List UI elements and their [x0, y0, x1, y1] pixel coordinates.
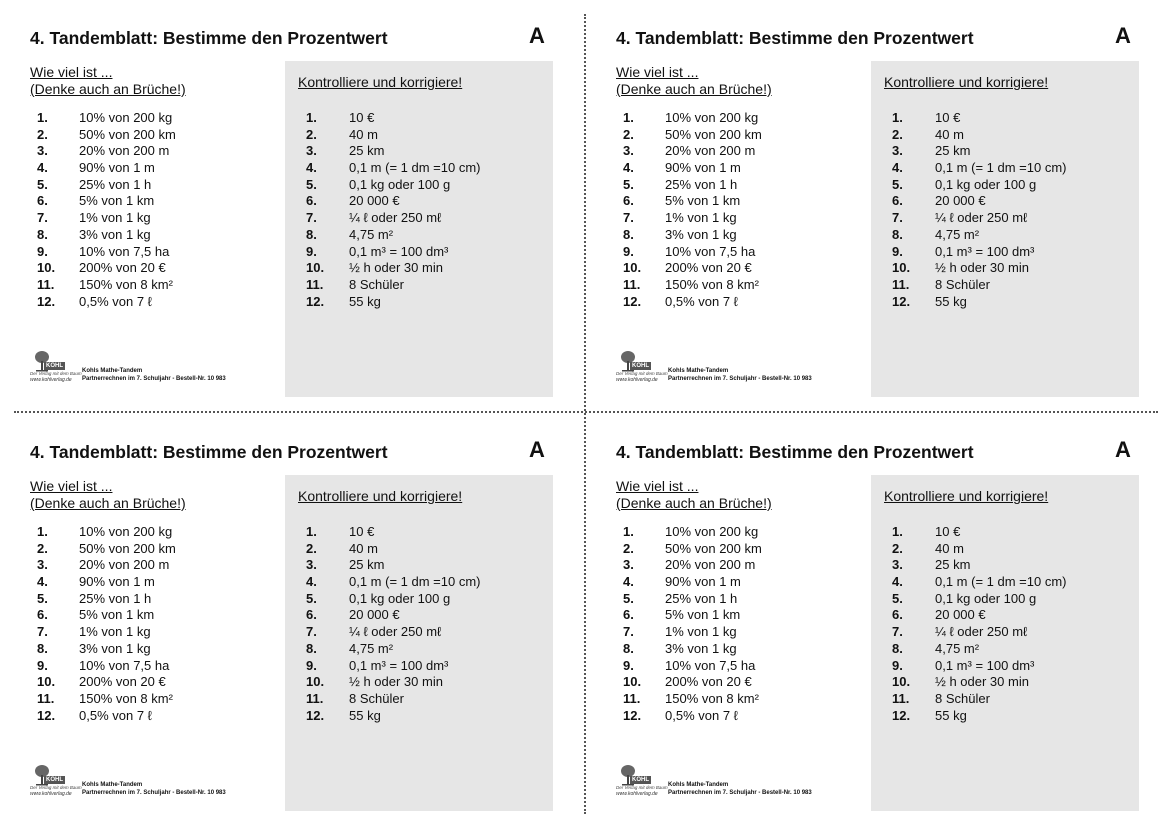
- answer-text: 0,1 m³ = 100 dm³: [935, 243, 1035, 259]
- question-text: 3% von 1 kg: [79, 226, 151, 242]
- check-heading: Kontrolliere und korrigiere!: [298, 488, 463, 504]
- answer-number: 2.: [892, 126, 903, 142]
- card-title: 4. Tandemblatt: Bestimme den Prozentwert: [30, 442, 388, 462]
- question-text: 200% von 20 €: [665, 260, 752, 276]
- answer-text: 0,1 m³ = 100 dm³: [935, 657, 1035, 673]
- answer-text: 25 km: [935, 557, 971, 573]
- answer-text: 55 kg: [349, 293, 381, 309]
- version-letter: A: [529, 23, 545, 48]
- question-number: 7.: [623, 624, 634, 640]
- question-number: 4.: [623, 160, 634, 176]
- answer-number: 1.: [306, 524, 317, 539]
- version-letter: A: [1115, 437, 1131, 462]
- answer-number: 7.: [892, 210, 903, 226]
- question-number: 6.: [623, 193, 634, 209]
- question-heading: [616, 64, 772, 98]
- question-number: 6.: [37, 193, 48, 209]
- card-title: 4. Tandemblatt: Bestimme den Prozentwert: [30, 28, 388, 48]
- answer-number: 11.: [892, 276, 910, 292]
- answer-number: 6.: [892, 193, 903, 209]
- question-text: 150% von 8 km²: [79, 690, 173, 706]
- answer-number: 5.: [306, 176, 317, 192]
- answer-text: ¼ ℓ oder 250 mℓ: [935, 624, 1028, 640]
- question-number: 7.: [37, 210, 48, 226]
- answer-text: 10 €: [935, 524, 961, 539]
- answer-text: 40 m: [349, 540, 378, 556]
- question-text: 25% von 1 h: [665, 176, 738, 192]
- question-number: 1.: [623, 110, 634, 125]
- question-text: 200% von 20 €: [79, 674, 166, 690]
- question-text: 25% von 1 h: [79, 176, 152, 192]
- question-text: 0,5% von 7 ℓ: [665, 707, 738, 723]
- publisher-tagline: Der Verlag mit dem Baum: [616, 785, 668, 790]
- question-number: 4.: [623, 574, 634, 590]
- check-heading: Kontrolliere und korrigiere!: [884, 74, 1049, 90]
- question-number: 8.: [37, 226, 48, 242]
- question-number: 2.: [623, 126, 634, 142]
- answer-text: 4,75 m²: [349, 226, 394, 242]
- answer-number: 9.: [892, 243, 903, 259]
- question-text: 150% von 8 km²: [665, 276, 759, 292]
- answer-text: 25 km: [349, 143, 385, 159]
- answer-text: 10 €: [349, 524, 375, 539]
- question-heading-line-2: (Denke auch an Brüche!): [616, 495, 772, 511]
- question-text: 5% von 1 km: [79, 607, 155, 623]
- answer-text: 55 kg: [935, 293, 967, 309]
- answer-number: 11.: [892, 690, 910, 706]
- answer-number: 3.: [892, 143, 903, 159]
- answer-text: 20 000 €: [349, 193, 400, 209]
- question-text: 10% von 200 kg: [665, 110, 759, 125]
- question-text: 10% von 200 kg: [665, 524, 759, 539]
- question-number: 10.: [623, 674, 642, 690]
- answer-number: 6.: [306, 193, 317, 209]
- question-text: 0,5% von 7 ℓ: [79, 293, 152, 309]
- answer-text: 8 Schüler: [935, 690, 990, 706]
- answer-text: 25 km: [349, 557, 385, 573]
- answer-number: 12.: [306, 707, 325, 723]
- answer-text: 10 €: [935, 110, 961, 125]
- question-number: 5.: [623, 176, 634, 192]
- question-number: 2.: [37, 126, 48, 142]
- question-number: 1.: [37, 110, 48, 125]
- answer-number: 6.: [306, 607, 317, 623]
- answer-text: 0,1 m³ = 100 dm³: [349, 243, 449, 259]
- answer-text: 20 000 €: [349, 607, 400, 623]
- question-heading: [30, 478, 186, 512]
- answer-number: 1.: [306, 110, 317, 125]
- answer-panel: [285, 475, 553, 811]
- answer-number: 7.: [306, 624, 317, 640]
- check-heading: Kontrolliere und korrigiere!: [884, 488, 1049, 504]
- answer-number: 8.: [306, 640, 317, 656]
- question-text: 10% von 7,5 ha: [79, 657, 170, 673]
- question-number: 12.: [37, 707, 56, 723]
- answer-text: 0,1 m (= 1 dm =10 cm): [349, 574, 481, 590]
- question-text: 50% von 200 km: [665, 540, 762, 556]
- question-text: 90% von 1 m: [79, 574, 155, 590]
- question-text: 20% von 200 m: [665, 557, 756, 573]
- answer-number: 8.: [892, 226, 903, 242]
- publisher-tagline: Der Verlag mit dem Baum: [616, 371, 668, 376]
- question-text: 150% von 8 km²: [665, 690, 759, 706]
- question-number: 12.: [37, 293, 56, 309]
- answer-number: 3.: [306, 557, 317, 573]
- answer-panel: [871, 475, 1139, 811]
- question-heading-line-1: Wie viel ist ...: [616, 478, 699, 494]
- tandem-card-2: [616, 12, 1146, 397]
- question-number: 2.: [623, 540, 634, 556]
- answer-number: 10.: [892, 260, 911, 276]
- question-text: 50% von 200 km: [79, 126, 176, 142]
- check-heading: Kontrolliere und korrigiere!: [298, 74, 463, 90]
- series-subtitle: Partnerrechnen im 7. Schuljahr - Bestell-Nr. 10 983: [668, 790, 812, 796]
- publisher-website: www.kohlverlag.de: [30, 377, 72, 383]
- question-number: 3.: [623, 143, 634, 159]
- question-heading-line-2: (Denke auch an Brüche!): [30, 495, 186, 511]
- publisher-logo: KOHL: [632, 777, 649, 783]
- answer-text: 4,75 m²: [935, 640, 980, 656]
- answer-number: 1.: [892, 524, 903, 539]
- answer-number: 8.: [892, 640, 903, 656]
- question-number: 12.: [623, 707, 642, 723]
- question-number: 6.: [623, 607, 634, 623]
- question-text: 200% von 20 €: [665, 674, 752, 690]
- answer-number: 9.: [306, 657, 317, 673]
- answer-text: ½ h oder 30 min: [935, 260, 1029, 276]
- question-number: 4.: [37, 160, 48, 176]
- question-text: 5% von 1 km: [665, 607, 741, 623]
- question-text: 25% von 1 h: [79, 590, 152, 606]
- question-number: 5.: [37, 590, 48, 606]
- question-text: 50% von 200 km: [79, 540, 176, 556]
- answer-number: 5.: [306, 590, 317, 606]
- answer-number: 12.: [892, 707, 911, 723]
- question-number: 9.: [37, 657, 48, 673]
- publisher-tagline: Der Verlag mit dem Baum: [30, 371, 82, 376]
- question-number: 8.: [623, 640, 634, 656]
- question-number: 11.: [37, 690, 55, 706]
- answer-number: 3.: [306, 143, 317, 159]
- answer-text: 0,1 m (= 1 dm =10 cm): [935, 574, 1067, 590]
- question-number: 10.: [37, 674, 56, 690]
- question-text: 25% von 1 h: [665, 590, 738, 606]
- answer-number: 10.: [892, 674, 911, 690]
- answer-text: 0,1 m³ = 100 dm³: [349, 657, 449, 673]
- series-name: Kohls Mathe-Tandem: [668, 782, 729, 788]
- answer-number: 6.: [892, 607, 903, 623]
- question-text: 20% von 200 m: [79, 143, 170, 159]
- answer-text: 0,1 kg oder 100 g: [349, 176, 451, 192]
- question-number: 5.: [623, 590, 634, 606]
- question-number: 4.: [37, 574, 48, 590]
- publisher-logo: KOHL: [632, 363, 649, 369]
- answer-number: 11.: [306, 276, 324, 292]
- answer-text: ½ h oder 30 min: [349, 260, 443, 276]
- question-text: 10% von 200 kg: [79, 524, 173, 539]
- answer-number: 1.: [892, 110, 903, 125]
- question-text: 0,5% von 7 ℓ: [665, 293, 738, 309]
- question-number: 1.: [623, 524, 634, 539]
- answer-panel: [871, 61, 1139, 397]
- question-text: 90% von 1 m: [665, 160, 741, 176]
- answer-text: 40 m: [935, 126, 964, 142]
- answer-text: 4,75 m²: [935, 226, 980, 242]
- card-title: 4. Tandemblatt: Bestimme den Prozentwert: [616, 28, 974, 48]
- answer-text: 8 Schüler: [349, 690, 404, 706]
- question-number: 8.: [623, 226, 634, 242]
- answer-text: 4,75 m²: [349, 640, 394, 656]
- question-text: 90% von 1 m: [79, 160, 155, 176]
- question-number: 3.: [37, 143, 48, 159]
- tandem-card-3: [30, 426, 560, 811]
- question-number: 10.: [37, 260, 56, 276]
- answer-text: 0,1 kg oder 100 g: [935, 590, 1037, 606]
- question-number: 2.: [37, 540, 48, 556]
- answer-text: 10 €: [349, 110, 375, 125]
- question-number: 9.: [623, 657, 634, 673]
- question-text: 1% von 1 kg: [79, 210, 151, 226]
- question-text: 1% von 1 kg: [665, 210, 737, 226]
- answer-number: 9.: [892, 657, 903, 673]
- card-title: 4. Tandemblatt: Bestimme den Prozentwert: [616, 442, 974, 462]
- publisher-website: www.kohlverlag.de: [616, 791, 658, 797]
- tandem-card-1: [30, 12, 560, 397]
- question-text: 1% von 1 kg: [665, 624, 737, 640]
- answer-text: 0,1 kg oder 100 g: [349, 590, 451, 606]
- publisher-website: www.kohlverlag.de: [30, 791, 72, 797]
- question-text: 20% von 200 m: [665, 143, 756, 159]
- question-text: 10% von 200 kg: [79, 110, 173, 125]
- answer-text: ½ h oder 30 min: [935, 674, 1029, 690]
- answer-number: 7.: [892, 624, 903, 640]
- horizontal-cut-line: [14, 411, 1158, 413]
- question-heading-line-2: (Denke auch an Brüche!): [30, 81, 186, 97]
- answer-number: 9.: [306, 243, 317, 259]
- question-text: 10% von 7,5 ha: [665, 657, 756, 673]
- series-subtitle: Partnerrechnen im 7. Schuljahr - Bestell-Nr. 10 983: [668, 376, 812, 382]
- question-number: 12.: [623, 293, 642, 309]
- answer-text: 0,1 kg oder 100 g: [935, 176, 1037, 192]
- question-number: 11.: [623, 276, 641, 292]
- answer-number: 2.: [306, 126, 317, 142]
- answer-text: 55 kg: [935, 707, 967, 723]
- question-number: 9.: [623, 243, 634, 259]
- question-number: 7.: [623, 210, 634, 226]
- answer-number: 4.: [892, 160, 903, 176]
- question-number: 9.: [37, 243, 48, 259]
- version-letter: A: [529, 437, 545, 462]
- question-text: 50% von 200 km: [665, 126, 762, 142]
- answer-text: 0,1 m (= 1 dm =10 cm): [935, 160, 1067, 176]
- answer-number: 5.: [892, 590, 903, 606]
- answer-number: 3.: [892, 557, 903, 573]
- question-heading: [616, 478, 772, 512]
- version-letter: A: [1115, 23, 1131, 48]
- answer-number: 2.: [306, 540, 317, 556]
- question-heading-line-1: Wie viel ist ...: [616, 64, 699, 80]
- answer-number: 12.: [892, 293, 911, 309]
- question-heading-line-2: (Denke auch an Brüche!): [616, 81, 772, 97]
- answer-text: ½ h oder 30 min: [349, 674, 443, 690]
- series-subtitle: Partnerrechnen im 7. Schuljahr - Bestell-Nr. 10 983: [82, 790, 226, 796]
- answer-text: 8 Schüler: [935, 276, 990, 292]
- answer-number: 2.: [892, 540, 903, 556]
- question-text: 3% von 1 kg: [665, 640, 737, 656]
- series-name: Kohls Mathe-Tandem: [668, 368, 729, 374]
- question-heading-line-1: Wie viel ist ...: [30, 478, 113, 494]
- answer-text: 25 km: [935, 143, 971, 159]
- publisher-footer: [616, 350, 856, 390]
- question-text: 5% von 1 km: [665, 193, 741, 209]
- answer-text: 20 000 €: [935, 607, 986, 623]
- answer-text: ¼ ℓ oder 250 mℓ: [349, 210, 442, 226]
- publisher-tagline: Der Verlag mit dem Baum: [30, 785, 82, 790]
- question-text: 10% von 7,5 ha: [79, 243, 170, 259]
- publisher-logo: KOHL: [46, 777, 63, 783]
- question-number: 6.: [37, 607, 48, 623]
- question-text: 90% von 1 m: [665, 574, 741, 590]
- question-number: 1.: [37, 524, 48, 539]
- answer-number: 4.: [306, 574, 317, 590]
- answer-number: 5.: [892, 176, 903, 192]
- answer-text: 20 000 €: [935, 193, 986, 209]
- publisher-footer: [30, 764, 270, 804]
- question-text: 5% von 1 km: [79, 193, 155, 209]
- answer-number: 10.: [306, 674, 325, 690]
- answer-text: 40 m: [349, 126, 378, 142]
- answer-number: 11.: [306, 690, 324, 706]
- publisher-website: www.kohlverlag.de: [616, 377, 658, 383]
- question-number: 11.: [37, 276, 55, 292]
- vertical-cut-line: [584, 14, 586, 814]
- series-subtitle: Partnerrechnen im 7. Schuljahr - Bestell-Nr. 10 983: [82, 376, 226, 382]
- tandem-card-4: [616, 426, 1146, 811]
- publisher-footer: [30, 350, 270, 390]
- question-text: 150% von 8 km²: [79, 276, 173, 292]
- answer-number: 7.: [306, 210, 317, 226]
- answer-text: 55 kg: [349, 707, 381, 723]
- answer-number: 4.: [306, 160, 317, 176]
- publisher-footer: [616, 764, 856, 804]
- question-text: 3% von 1 kg: [665, 226, 737, 242]
- question-number: 10.: [623, 260, 642, 276]
- series-name: Kohls Mathe-Tandem: [82, 368, 143, 374]
- question-number: 7.: [37, 624, 48, 640]
- question-text: 200% von 20 €: [79, 260, 166, 276]
- answer-number: 12.: [306, 293, 325, 309]
- answer-text: 0,1 m (= 1 dm =10 cm): [349, 160, 481, 176]
- question-number: 3.: [37, 557, 48, 573]
- answer-text: ¼ ℓ oder 250 mℓ: [935, 210, 1028, 226]
- publisher-logo: KOHL: [46, 363, 63, 369]
- series-name: Kohls Mathe-Tandem: [82, 782, 143, 788]
- question-number: 3.: [623, 557, 634, 573]
- question-number: 11.: [623, 690, 641, 706]
- answer-text: 40 m: [935, 540, 964, 556]
- answer-number: 8.: [306, 226, 317, 242]
- question-text: 3% von 1 kg: [79, 640, 151, 656]
- question-number: 5.: [37, 176, 48, 192]
- question-heading: [30, 64, 186, 98]
- question-text: 20% von 200 m: [79, 557, 170, 573]
- answer-panel: [285, 61, 553, 397]
- question-text: 10% von 7,5 ha: [665, 243, 756, 259]
- question-text: 0,5% von 7 ℓ: [79, 707, 152, 723]
- answer-number: 4.: [892, 574, 903, 590]
- question-heading-line-1: Wie viel ist ...: [30, 64, 113, 80]
- question-number: 8.: [37, 640, 48, 656]
- answer-number: 10.: [306, 260, 325, 276]
- question-text: 1% von 1 kg: [79, 624, 151, 640]
- answer-text: ¼ ℓ oder 250 mℓ: [349, 624, 442, 640]
- answer-text: 8 Schüler: [349, 276, 404, 292]
